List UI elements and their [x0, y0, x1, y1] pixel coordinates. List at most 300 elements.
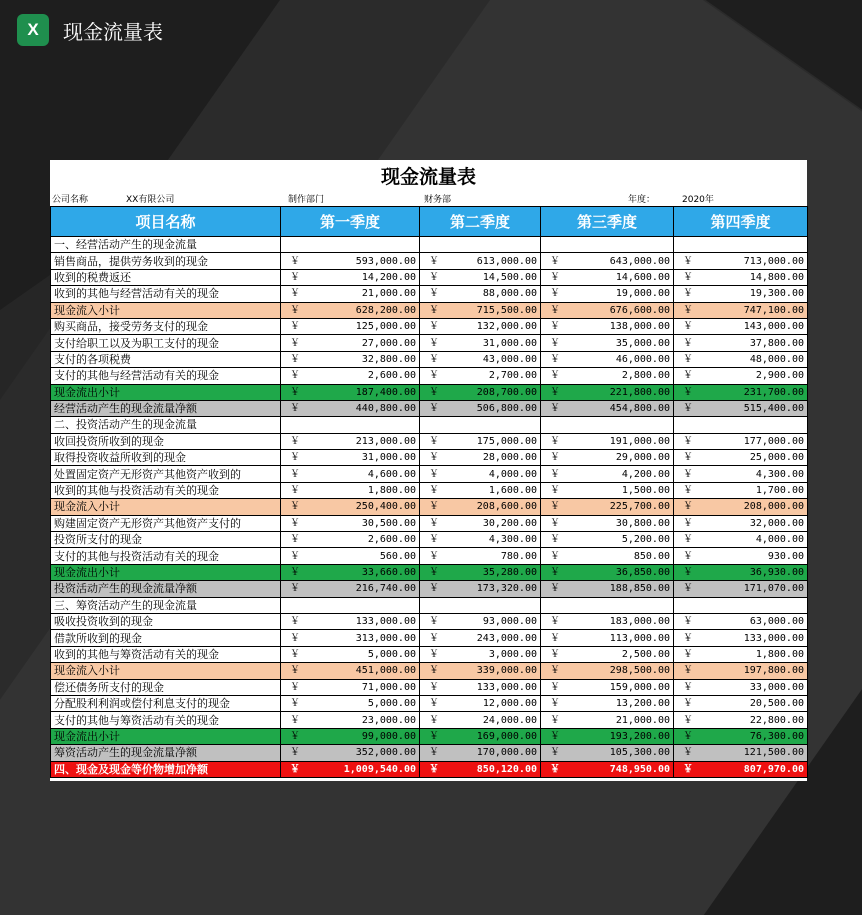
table-row-item: [51, 433, 808, 449]
currency-symbol: ￥: [550, 468, 560, 480]
value-cell-q2[interactable]: [420, 630, 541, 646]
currency-symbol: ￥: [683, 730, 693, 742]
value-cell-q3[interactable]: [541, 532, 674, 548]
value-cell-q4[interactable]: [674, 433, 808, 449]
value-cell-q3[interactable]: [541, 564, 674, 580]
value-cell-q2[interactable]: [420, 597, 541, 613]
currency-symbol: ￥: [429, 681, 439, 693]
cell-value: 560.00: [379, 550, 416, 562]
cell-value: 32,000.00: [749, 517, 804, 529]
currency-symbol: ￥: [550, 632, 560, 644]
table-row-out: [51, 728, 808, 744]
cell-value: 4,200.00: [621, 468, 670, 480]
row-label-cell[interactable]: 收到的其他与筹资活动有关的现金: [51, 646, 281, 662]
cell-value: 1,700.00: [755, 485, 804, 497]
value-cell-q4[interactable]: [674, 515, 808, 531]
value-cell-q2[interactable]: [420, 466, 541, 482]
value-cell-q2[interactable]: [420, 581, 541, 597]
currency-symbol: ￥: [683, 534, 693, 546]
company-label: 公司名称: [52, 195, 89, 205]
currency-symbol: ￥: [683, 353, 693, 365]
table-row-total: [51, 761, 808, 777]
value-cell-q1[interactable]: [281, 302, 420, 318]
value-cell-q4[interactable]: [674, 564, 808, 580]
value-cell-q4[interactable]: [674, 400, 808, 416]
cell-value: 21,000.00: [361, 288, 416, 300]
value-cell-q3[interactable]: [541, 646, 674, 662]
row-label-cell[interactable]: 收回投资所收到的现金: [51, 433, 281, 449]
currency-symbol: ￥: [683, 321, 693, 333]
value-cell-q3[interactable]: [541, 597, 674, 613]
value-cell-q4[interactable]: [674, 384, 808, 400]
value-cell-q2[interactable]: [420, 335, 541, 351]
value-cell-q4[interactable]: [674, 466, 808, 482]
row-label-cell[interactable]: 现金流出小计: [51, 564, 281, 580]
cell-value: 4,300.00: [755, 468, 804, 480]
value-cell-q1[interactable]: [281, 663, 420, 679]
value-cell-q4[interactable]: [674, 613, 808, 629]
value-cell-q2[interactable]: [420, 368, 541, 384]
value-cell-q2[interactable]: [420, 482, 541, 498]
currency-symbol: ￥: [550, 321, 560, 333]
row-label-cell[interactable]: 支付的其他与经营活动有关的现金: [51, 368, 281, 384]
row-label-cell[interactable]: 偿还债务所支付的现金: [51, 679, 281, 695]
value-cell-q4[interactable]: [674, 728, 808, 744]
year-label: 年度：: [628, 195, 656, 205]
currency-symbol: ￥: [683, 255, 693, 267]
value-cell-q2[interactable]: [420, 712, 541, 728]
currency-symbol: ￥: [683, 567, 693, 578]
value-cell-q2[interactable]: [420, 318, 541, 334]
currency-symbol: ￥: [429, 435, 439, 447]
value-cell-q4[interactable]: [674, 253, 808, 269]
value-cell-q2[interactable]: [420, 745, 541, 761]
value-cell-q4[interactable]: [674, 351, 808, 367]
value-cell-q1[interactable]: [281, 679, 420, 695]
cell-value: 3,000.00: [488, 648, 537, 660]
currency-symbol: ￥: [683, 714, 693, 726]
cell-value: 193,200.00: [609, 730, 670, 742]
cell-value: 71,000.00: [361, 681, 416, 693]
currency-symbol: ￥: [550, 583, 560, 595]
value-cell-q2[interactable]: [420, 450, 541, 466]
row-label-cell[interactable]: 分配股利利润或偿付利息支付的现金: [51, 695, 281, 711]
table-row-item: [51, 368, 808, 384]
value-cell-q1[interactable]: [281, 630, 420, 646]
currency-symbol: ￥: [683, 763, 693, 775]
cell-value: 208,600.00: [476, 501, 537, 513]
cell-value: 23,000.00: [361, 714, 416, 726]
currency-symbol: ￥: [550, 714, 560, 726]
value-cell-q1[interactable]: [281, 548, 420, 564]
value-cell-q1[interactable]: [281, 613, 420, 629]
value-cell-q1[interactable]: [281, 564, 420, 580]
row-label-cell[interactable]: 支付给职工以及为职工支付的现金: [51, 335, 281, 351]
value-cell-q1[interactable]: [281, 237, 420, 253]
value-cell-q3[interactable]: [541, 237, 674, 253]
value-cell-q3[interactable]: [541, 286, 674, 302]
currency-symbol: ￥: [290, 632, 300, 644]
currency-symbol: ￥: [550, 435, 560, 447]
cell-value: 313,000.00: [355, 632, 416, 644]
value-cell-q4[interactable]: [674, 482, 808, 498]
value-cell-q3[interactable]: [541, 761, 674, 777]
currency-symbol: ￥: [550, 550, 560, 562]
row-label-cell[interactable]: 三、筹资活动产生的现金流量: [51, 597, 281, 613]
value-cell-q1[interactable]: [281, 286, 420, 302]
cell-value: 5,000.00: [367, 698, 416, 710]
value-cell-q3[interactable]: [541, 253, 674, 269]
value-cell-q2[interactable]: [420, 253, 541, 269]
cell-value: 197,800.00: [743, 665, 804, 677]
value-cell-q4[interactable]: [674, 646, 808, 662]
value-cell-q2[interactable]: [420, 433, 541, 449]
value-cell-q4[interactable]: [674, 761, 808, 777]
value-cell-q1[interactable]: [281, 318, 420, 334]
value-cell-q3[interactable]: [541, 581, 674, 597]
cell-value: 133,000.00: [476, 681, 537, 693]
value-cell-q2[interactable]: [420, 663, 541, 679]
cell-value: 19,300.00: [749, 288, 804, 300]
value-cell-q1[interactable]: [281, 761, 420, 777]
cell-value: 14,800.00: [749, 271, 804, 283]
cell-value: 30,500.00: [361, 517, 416, 529]
currency-symbol: ￥: [683, 403, 693, 415]
currency-symbol: ￥: [429, 665, 439, 677]
row-label-cell[interactable]: 现金流出小计: [51, 728, 281, 744]
cell-value: 121,500.00: [743, 747, 804, 759]
cell-value: 12,000.00: [482, 698, 537, 710]
value-cell-q3[interactable]: [541, 433, 674, 449]
row-label-cell[interactable]: 销售商品，提供劳务收到的现金: [51, 253, 281, 269]
value-cell-q4[interactable]: [674, 286, 808, 302]
currency-symbol: ￥: [429, 517, 439, 529]
cell-value: 2,800.00: [621, 370, 670, 382]
year-value: 2020年: [682, 195, 714, 205]
cell-value: 208,700.00: [476, 386, 537, 398]
value-cell-q2[interactable]: [420, 564, 541, 580]
value-cell-q2[interactable]: [420, 761, 541, 777]
cell-value: 27,000.00: [361, 337, 416, 349]
row-label-cell[interactable]: 支付的其他与筹资活动有关的现金: [51, 712, 281, 728]
currency-symbol: ￥: [550, 534, 560, 546]
value-cell-q3[interactable]: [541, 515, 674, 531]
value-cell-q1[interactable]: [281, 400, 420, 416]
value-cell-q1[interactable]: [281, 597, 420, 613]
value-cell-q3[interactable]: [541, 351, 674, 367]
header-q4[interactable]: 第四季度: [674, 207, 808, 237]
currency-symbol: ￥: [683, 698, 693, 710]
value-cell-q2[interactable]: [420, 728, 541, 744]
currency-symbol: ￥: [429, 288, 439, 300]
value-cell-q1[interactable]: [281, 499, 420, 515]
value-cell-q2[interactable]: [420, 499, 541, 515]
cell-value: 48,000.00: [749, 353, 804, 365]
value-cell-q3[interactable]: [541, 368, 674, 384]
table-row-net: [51, 581, 808, 597]
value-cell-q1[interactable]: [281, 482, 420, 498]
cell-value: 713,000.00: [743, 255, 804, 267]
row-label-cell[interactable]: 一、经营活动产生的现金流量: [51, 237, 281, 253]
value-cell-q3[interactable]: [541, 269, 674, 285]
row-label-cell[interactable]: 现金流出小计: [51, 384, 281, 400]
cell-value: 4,000.00: [755, 534, 804, 546]
currency-symbol: ￥: [683, 468, 693, 480]
value-cell-q4[interactable]: [674, 318, 808, 334]
value-cell-q3[interactable]: [541, 302, 674, 318]
value-cell-q1[interactable]: [281, 712, 420, 728]
row-label-cell[interactable]: 收到的其他与经营活动有关的现金: [51, 286, 281, 302]
currency-symbol: ￥: [290, 485, 300, 497]
cell-value: 171,070.00: [743, 583, 804, 595]
value-cell-q3[interactable]: [541, 613, 674, 629]
row-label-cell[interactable]: 现金流入小计: [51, 663, 281, 679]
currency-symbol: ￥: [683, 452, 693, 464]
currency-symbol: ￥: [290, 255, 300, 267]
row-label-cell[interactable]: 吸收投资收到的现金: [51, 613, 281, 629]
row-label-cell[interactable]: 二、投资活动产生的现金流量: [51, 417, 281, 433]
currency-symbol: ￥: [683, 632, 693, 644]
currency-symbol: ￥: [683, 747, 693, 759]
currency-symbol: ￥: [290, 435, 300, 447]
value-cell-q3[interactable]: [541, 384, 674, 400]
value-cell-q2[interactable]: [420, 695, 541, 711]
cell-value: 780.00: [500, 550, 537, 562]
value-cell-q3[interactable]: [541, 712, 674, 728]
cash-flow-table: [50, 206, 808, 778]
value-cell-q3[interactable]: [541, 417, 674, 433]
currency-symbol: ￥: [429, 321, 439, 333]
value-cell-q1[interactable]: [281, 581, 420, 597]
cell-value: 2,500.00: [621, 648, 670, 660]
header-q1[interactable]: 第一季度: [281, 207, 420, 237]
cell-value: 138,000.00: [609, 321, 670, 333]
cell-value: 643,000.00: [609, 255, 670, 267]
header-q3[interactable]: 第三季度: [541, 207, 674, 237]
currency-symbol: ￥: [429, 763, 439, 775]
cell-value: 159,000.00: [609, 681, 670, 693]
value-cell-q1[interactable]: [281, 417, 420, 433]
value-cell-q3[interactable]: [541, 400, 674, 416]
cell-value: 125,000.00: [355, 321, 416, 333]
cell-value: 29,000.00: [615, 452, 670, 464]
value-cell-q4[interactable]: [674, 745, 808, 761]
table-row-item: [51, 351, 808, 367]
value-cell-q2[interactable]: [420, 400, 541, 416]
value-cell-q4[interactable]: [674, 695, 808, 711]
value-cell-q4[interactable]: [674, 581, 808, 597]
currency-symbol: ￥: [550, 271, 560, 283]
value-cell-q2[interactable]: [420, 613, 541, 629]
value-cell-q1[interactable]: [281, 433, 420, 449]
value-cell-q3[interactable]: [541, 679, 674, 695]
table-row-item: [51, 646, 808, 662]
currency-symbol: ￥: [683, 583, 693, 595]
cell-value: 36,850.00: [615, 567, 670, 578]
cell-value: 613,000.00: [476, 255, 537, 267]
currency-symbol: ￥: [290, 353, 300, 365]
currency-symbol: ￥: [290, 337, 300, 349]
value-cell-q3[interactable]: [541, 450, 674, 466]
table-row-item: [51, 318, 808, 334]
value-cell-q3[interactable]: [541, 728, 674, 744]
row-label-cell[interactable]: 支付的其他与投资活动有关的现金: [51, 548, 281, 564]
value-cell-q4[interactable]: [674, 630, 808, 646]
row-label-cell[interactable]: 购买商品，接受劳务支付的现金: [51, 318, 281, 334]
currency-symbol: ￥: [550, 370, 560, 382]
cell-value: 170,000.00: [476, 747, 537, 759]
cell-value: 25,000.00: [749, 452, 804, 464]
row-label-cell[interactable]: 四、现金及现金等价物增加净额: [51, 761, 281, 777]
value-cell-q2[interactable]: [420, 286, 541, 302]
currency-symbol: ￥: [550, 255, 560, 267]
currency-symbol: ￥: [683, 517, 693, 529]
value-cell-q4[interactable]: [674, 368, 808, 384]
cell-value: 213,000.00: [355, 435, 416, 447]
value-cell-q3[interactable]: [541, 548, 674, 564]
table-row-item: [51, 335, 808, 351]
value-cell-q1[interactable]: [281, 745, 420, 761]
value-cell-q1[interactable]: [281, 450, 420, 466]
row-label-cell[interactable]: 借款所收到的现金: [51, 630, 281, 646]
value-cell-q1[interactable]: [281, 351, 420, 367]
value-cell-q4[interactable]: [674, 532, 808, 548]
cell-value: 4,600.00: [367, 468, 416, 480]
row-label-cell[interactable]: 投资活动产生的现金流量净额: [51, 581, 281, 597]
value-cell-q3[interactable]: [541, 335, 674, 351]
spreadsheet: [50, 160, 807, 781]
table-row-item: [51, 286, 808, 302]
currency-symbol: ￥: [290, 288, 300, 300]
value-cell-q1[interactable]: [281, 466, 420, 482]
value-cell-q4[interactable]: [674, 499, 808, 515]
value-cell-q1[interactable]: [281, 269, 420, 285]
value-cell-q3[interactable]: [541, 482, 674, 498]
row-label-cell[interactable]: 收到的其他与投资活动有关的现金: [51, 482, 281, 498]
cell-value: 2,600.00: [367, 370, 416, 382]
value-cell-q2[interactable]: [420, 532, 541, 548]
value-cell-q2[interactable]: [420, 384, 541, 400]
value-cell-q1[interactable]: [281, 253, 420, 269]
value-cell-q2[interactable]: [420, 237, 541, 253]
value-cell-q3[interactable]: [541, 499, 674, 515]
currency-symbol: ￥: [683, 435, 693, 447]
cell-value: 46,000.00: [615, 353, 670, 365]
value-cell-q2[interactable]: [420, 417, 541, 433]
value-cell-q1[interactable]: [281, 532, 420, 548]
table-row-item: [51, 466, 808, 482]
cell-value: 216,740.00: [355, 583, 416, 595]
value-cell-q4[interactable]: [674, 269, 808, 285]
row-label-cell[interactable]: 支付的各项税费: [51, 351, 281, 367]
cell-value: 243,000.00: [476, 632, 537, 644]
value-cell-q4[interactable]: [674, 302, 808, 318]
currency-symbol: ￥: [550, 730, 560, 742]
currency-symbol: ￥: [290, 567, 300, 578]
value-cell-q3[interactable]: [541, 695, 674, 711]
currency-symbol: ￥: [429, 648, 439, 660]
currency-symbol: ￥: [290, 271, 300, 283]
value-cell-q4[interactable]: [674, 679, 808, 695]
currency-symbol: ￥: [550, 681, 560, 693]
value-cell-q2[interactable]: [420, 679, 541, 695]
value-cell-q4[interactable]: [674, 335, 808, 351]
value-cell-q1[interactable]: [281, 515, 420, 531]
currency-symbol: ￥: [290, 730, 300, 742]
value-cell-q1[interactable]: [281, 728, 420, 744]
row-label-cell[interactable]: 现金流入小计: [51, 499, 281, 515]
cell-value: 33,660.00: [361, 567, 416, 578]
value-cell-q1[interactable]: [281, 335, 420, 351]
currency-symbol: ￥: [550, 337, 560, 349]
table-row-section: [51, 597, 808, 613]
value-cell-q2[interactable]: [420, 515, 541, 531]
value-cell-q3[interactable]: [541, 663, 674, 679]
table-row-item: [51, 515, 808, 531]
table-row-item: [51, 253, 808, 269]
value-cell-q4[interactable]: [674, 597, 808, 613]
value-cell-q4[interactable]: [674, 548, 808, 564]
row-label-cell[interactable]: 收到的税费返还: [51, 269, 281, 285]
value-cell-q3[interactable]: [541, 466, 674, 482]
value-cell-q4[interactable]: [674, 417, 808, 433]
currency-symbol: ￥: [290, 681, 300, 693]
value-cell-q3[interactable]: [541, 630, 674, 646]
row-label-cell[interactable]: 投资所支付的现金: [51, 532, 281, 548]
cell-value: 628,200.00: [355, 304, 416, 316]
value-cell-q4[interactable]: [674, 663, 808, 679]
row-label-cell[interactable]: 筹资活动产生的现金流量净额: [51, 745, 281, 761]
value-cell-q3[interactable]: [541, 318, 674, 334]
currency-symbol: ￥: [290, 403, 300, 415]
cell-value: 35,000.00: [615, 337, 670, 349]
header-item-name[interactable]: 项目名称: [51, 207, 281, 237]
value-cell-q4[interactable]: [674, 450, 808, 466]
row-label-cell[interactable]: 取得投资收益所收到的现金: [51, 450, 281, 466]
cell-value: 31,000.00: [361, 452, 416, 464]
value-cell-q1[interactable]: [281, 646, 420, 662]
cell-value: 14,600.00: [615, 271, 670, 283]
value-cell-q2[interactable]: [420, 269, 541, 285]
row-label-cell[interactable]: 购建固定资产无形资产其他资产支付的: [51, 515, 281, 531]
cell-value: 850,120.00: [476, 763, 537, 775]
row-label-cell[interactable]: 处置固定资产无形资产其他资产收到的: [51, 466, 281, 482]
cell-value: 93,000.00: [482, 616, 537, 628]
header-q2[interactable]: 第二季度: [420, 207, 541, 237]
cell-value: 593,000.00: [355, 255, 416, 267]
value-cell-q4[interactable]: [674, 712, 808, 728]
cell-value: 225,700.00: [609, 501, 670, 513]
value-cell-q2[interactable]: [420, 548, 541, 564]
value-cell-q1[interactable]: [281, 368, 420, 384]
value-cell-q2[interactable]: [420, 302, 541, 318]
table-row-section: [51, 237, 808, 253]
table-row-in: [51, 499, 808, 515]
row-label-cell[interactable]: 现金流入小计: [51, 302, 281, 318]
cell-value: 339,000.00: [476, 665, 537, 677]
value-cell-q1[interactable]: [281, 384, 420, 400]
value-cell-q1[interactable]: [281, 695, 420, 711]
cell-value: 440,800.00: [355, 403, 416, 415]
value-cell-q2[interactable]: [420, 646, 541, 662]
value-cell-q4[interactable]: [674, 237, 808, 253]
currency-symbol: ￥: [683, 304, 693, 316]
currency-symbol: ￥: [290, 714, 300, 726]
row-label-cell[interactable]: 经营活动产生的现金流量净额: [51, 400, 281, 416]
value-cell-q2[interactable]: [420, 351, 541, 367]
value-cell-q3[interactable]: [541, 745, 674, 761]
cell-value: 4,300.00: [488, 534, 537, 546]
